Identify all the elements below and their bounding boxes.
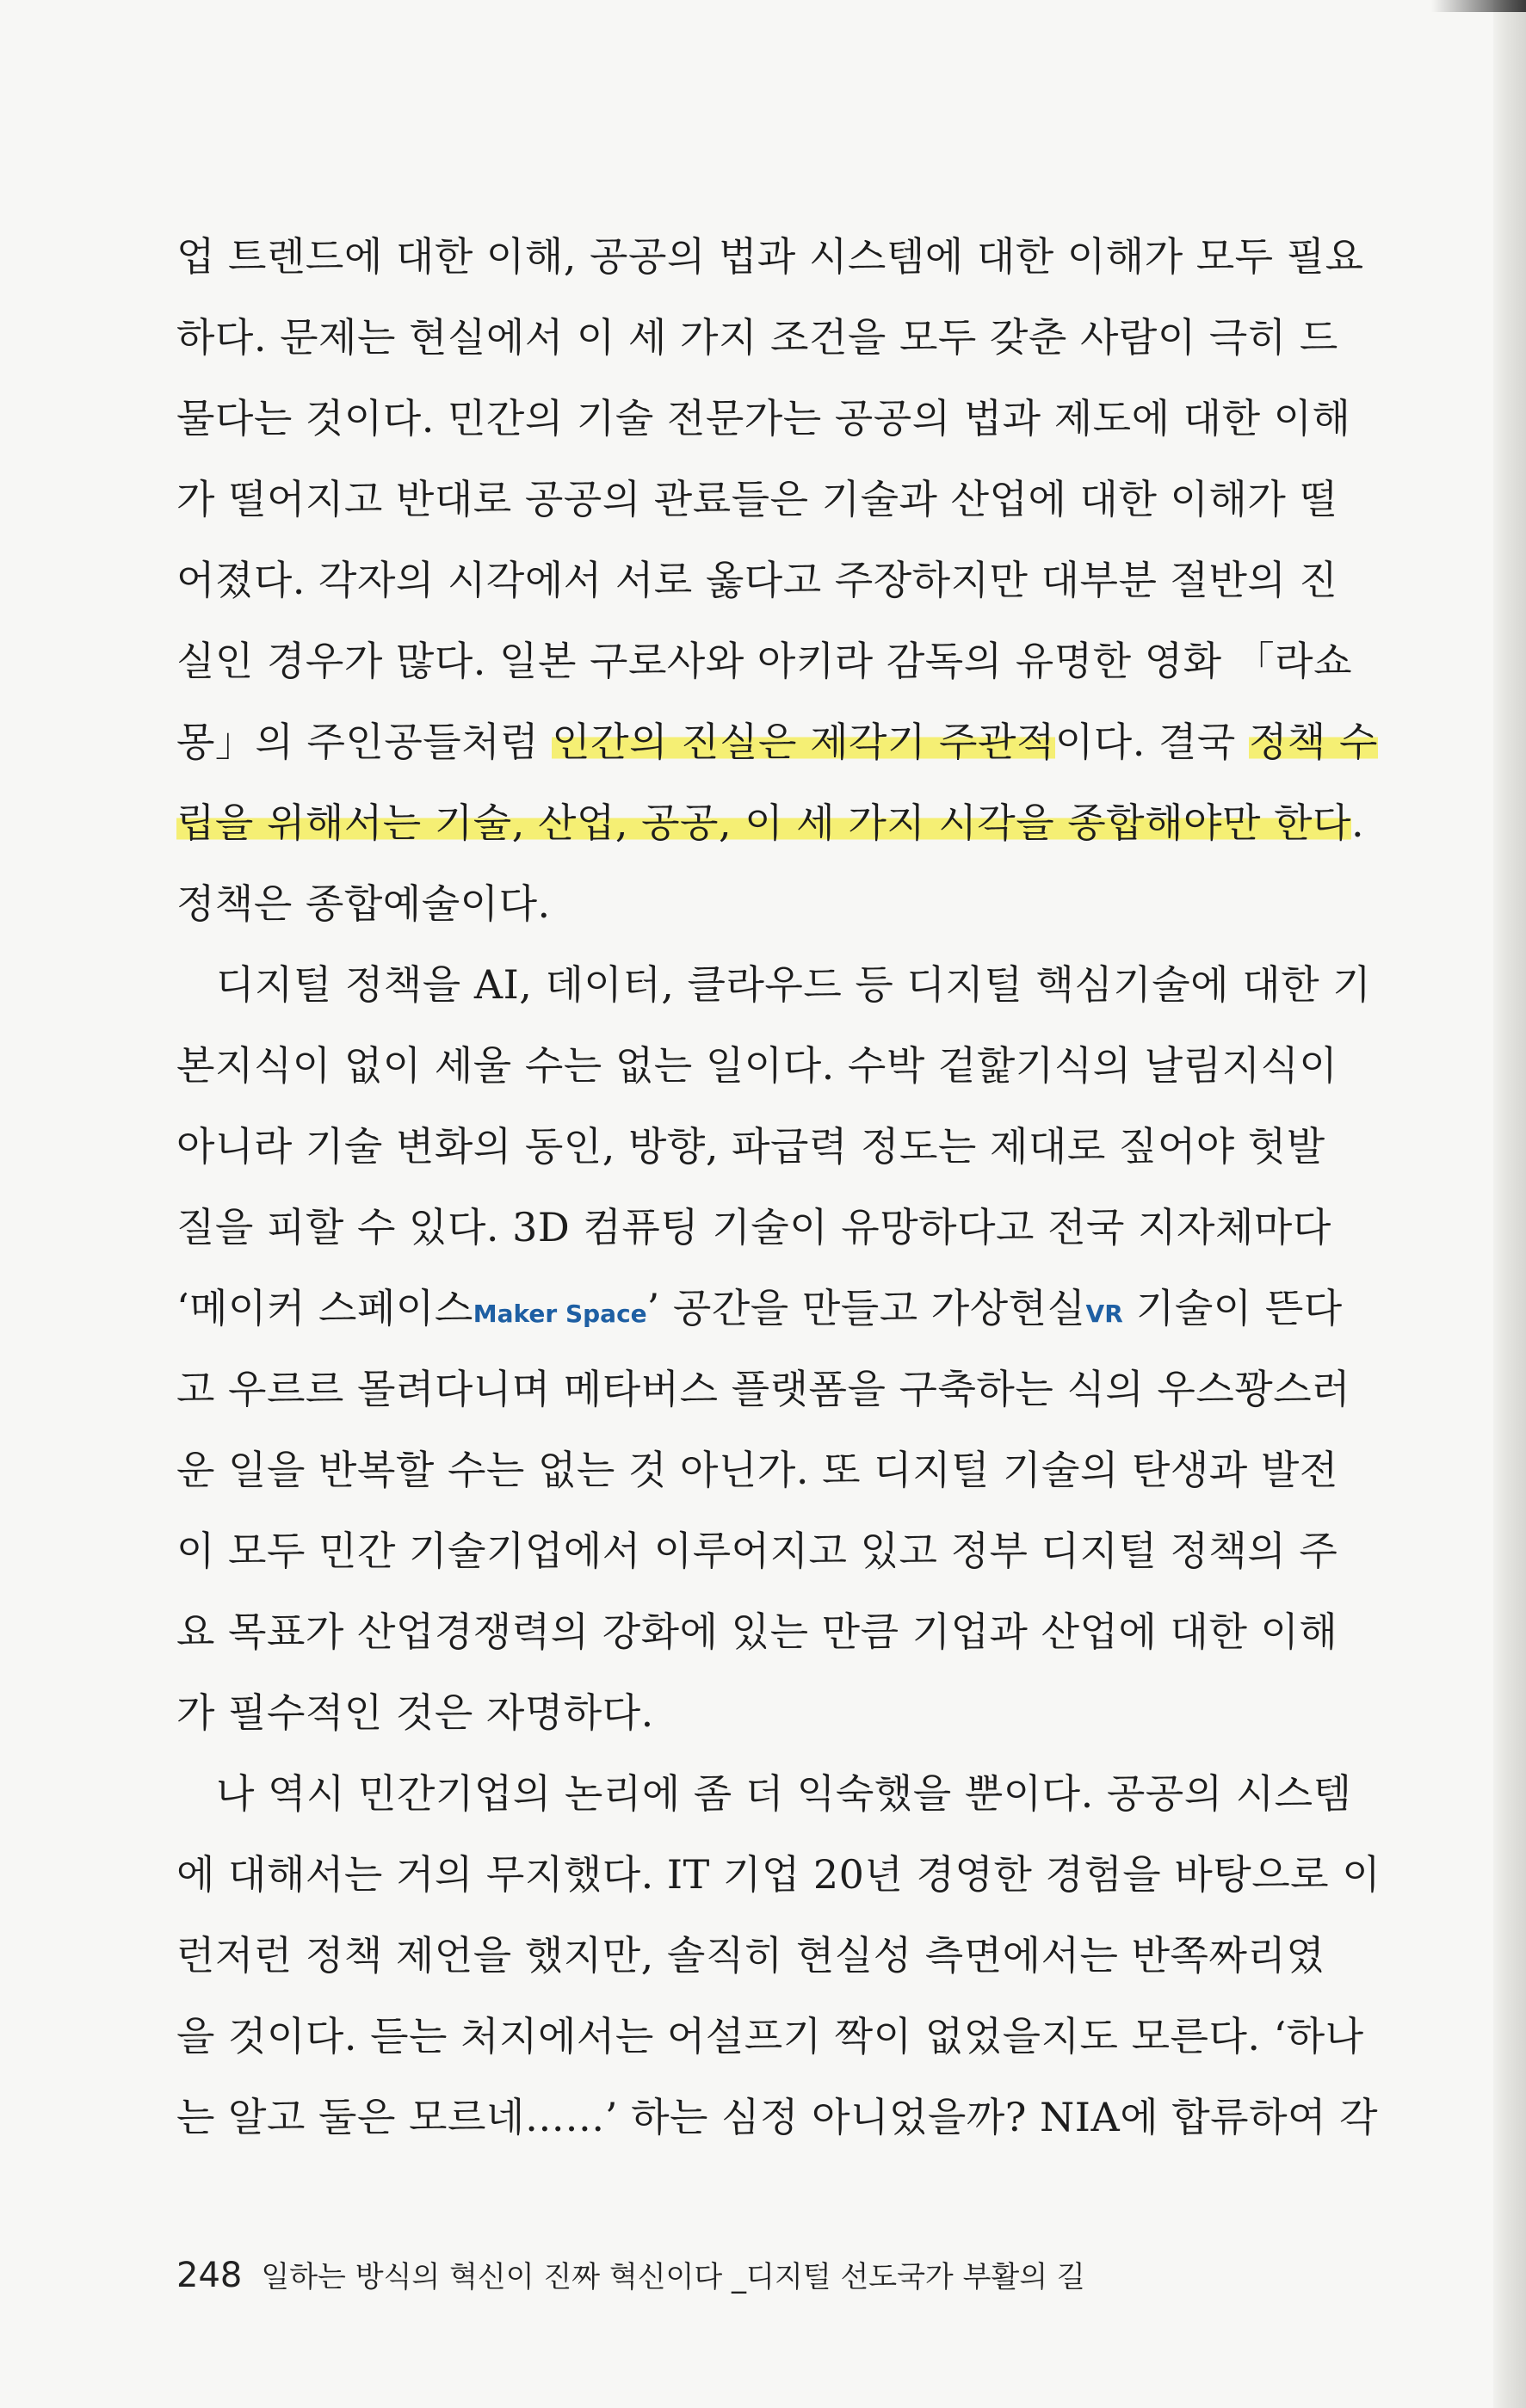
- text-line: [176, 1921, 1325, 2002]
- text-run: 어졌다. 각자의 시각에서 서로 옳다고 주장하지만 대부분 절반의 진: [176, 557, 1338, 603]
- text-line: [176, 384, 1351, 465]
- text-run: 하다. 문제는 현실에서 이 세 가지 조건을 모두 갖춘 사람이 극히 드: [176, 314, 1338, 361]
- text-run: 에 대해서는 거의 무지했다. IT 기업 20년 경영한 경험을 바탕으로 이: [176, 1851, 1381, 1898]
- text-line: [176, 707, 1378, 788]
- text-line: [176, 1436, 1338, 1516]
- text-run: 가 떨어지고 반대로 공공의 관료들은 기술과 산업에 대한 이해가 떨: [176, 476, 1338, 522]
- text-run: 을 것이다. 듣는 처지에서는 어설프기 짝이 없었을지도 모른다. ‘하나: [176, 2013, 1364, 2059]
- body-text: [176, 222, 1381, 2164]
- text-run: 실인 경우가 많다. 일본 구로사와 아키라 감독의 유명한 영화 「라쇼: [176, 638, 1353, 684]
- text-line: [176, 465, 1338, 546]
- text-line: [176, 222, 1364, 303]
- text-line: [176, 2083, 1379, 2164]
- text-run: 나 역시 민간기업의 논리에 좀 더 익숙했을 뿐이다. 공공의 시스템: [216, 1770, 1352, 1817]
- english-gloss: Maker Space: [473, 1300, 647, 1328]
- text-line: [176, 1678, 1310, 1759]
- text-run: 아니라 기술 변화의 동인, 방향, 파급력 정도는 제대로 짚어야 헛발: [176, 1123, 1325, 1170]
- highlighted-text: 립을 위해서는 기술, 산업, 공공, 이 세 가지 시각을 종합해야만 한다: [176, 800, 1351, 846]
- text-run: 몽」의 주인공들처럼: [176, 719, 553, 765]
- text-line: [176, 627, 1353, 707]
- text-run: ’ 공간을 만들고 가상현실: [646, 1285, 1086, 1331]
- text-line: [176, 1516, 1338, 1597]
- text-run: 는 알고 둘은 모르네……’ 하는 심정 아니었을까? NIA에 합류하여 각: [176, 2094, 1379, 2140]
- text-line: [176, 1840, 1381, 1921]
- text-run: 가 필수적인 것은 자명하다.: [176, 1689, 654, 1736]
- text-run: ‘메이커 스페이스: [176, 1285, 473, 1331]
- text-line: [176, 1597, 1338, 1678]
- text-run: 런저런 정책 제언을 했지만, 솔직히 현실성 측면에서는 반쪽짜리였: [176, 1932, 1325, 1979]
- text-line: [176, 1193, 1331, 1274]
- text-run: 디지털 정책을 AI, 데이터, 클라우드 등 디지털 핵심기술에 대한 기: [216, 961, 1372, 1008]
- english-gloss: VR: [1085, 1300, 1123, 1328]
- highlighted-text: 인간의 진실은 제각기 주관적: [552, 719, 1055, 765]
- text-line: [176, 1274, 1343, 1355]
- text-line: [176, 303, 1338, 384]
- text-run: 본지식이 없이 세울 수는 없는 일이다. 수박 겉핥기식의 날림지식이: [176, 1042, 1338, 1089]
- text-run: .: [1350, 800, 1365, 846]
- text-line: [176, 546, 1338, 627]
- text-run: 질을 피할 수 있다. 3D 컴퓨팅 기술이 유망하다고 전국 지자체마다: [176, 1204, 1331, 1250]
- text-run: 정책은 종합예술이다.: [176, 880, 551, 927]
- text-run: 운 일을 반복할 수는 없는 것 아닌가. 또 디지털 기술의 탄생과 발전: [176, 1447, 1338, 1493]
- text-run: 고 우르르 몰려다니며 메타버스 플랫폼을 구축하는 식의 우스꽝스러: [176, 1366, 1351, 1412]
- text-run: 업 트렌드에 대한 이해, 공공의 법과 시스템에 대한 이해가 모두 필요: [176, 233, 1364, 280]
- text-run: 요 목표가 산업경쟁력의 강화에 있는 만큼 기업과 산업에 대한 이해: [176, 1608, 1338, 1655]
- running-title: 일하는 방식의 혁신이 진짜 혁신이다 _디지털 선도국가 부활의 길: [261, 2260, 1085, 2294]
- text-line: [176, 869, 1310, 950]
- text-line: [176, 1112, 1325, 1193]
- text-run: 기술이 뜬다: [1122, 1285, 1343, 1331]
- highlighted-text: 정책 수: [1248, 719, 1378, 765]
- text-line: [176, 2002, 1364, 2083]
- binding-shadow: [1431, 0, 1526, 12]
- text-line: [176, 788, 1365, 869]
- text-line: [176, 1355, 1351, 1436]
- text-line: [176, 1759, 1352, 1840]
- text-run: 이 모두 민간 기술기업에서 이루어지고 있고 정부 디지털 정책의 주: [176, 1528, 1338, 1574]
- page-edge: [1493, 0, 1526, 2408]
- text-run: 이다. 결국: [1054, 719, 1249, 765]
- text-line: [176, 950, 1372, 1031]
- text-run: 물다는 것이다. 민간의 기술 전문가는 공공의 법과 제도에 대한 이해: [176, 395, 1351, 441]
- page-footer: [176, 2253, 1085, 2295]
- text-line: [176, 1031, 1338, 1112]
- page-number: 248: [176, 2256, 243, 2295]
